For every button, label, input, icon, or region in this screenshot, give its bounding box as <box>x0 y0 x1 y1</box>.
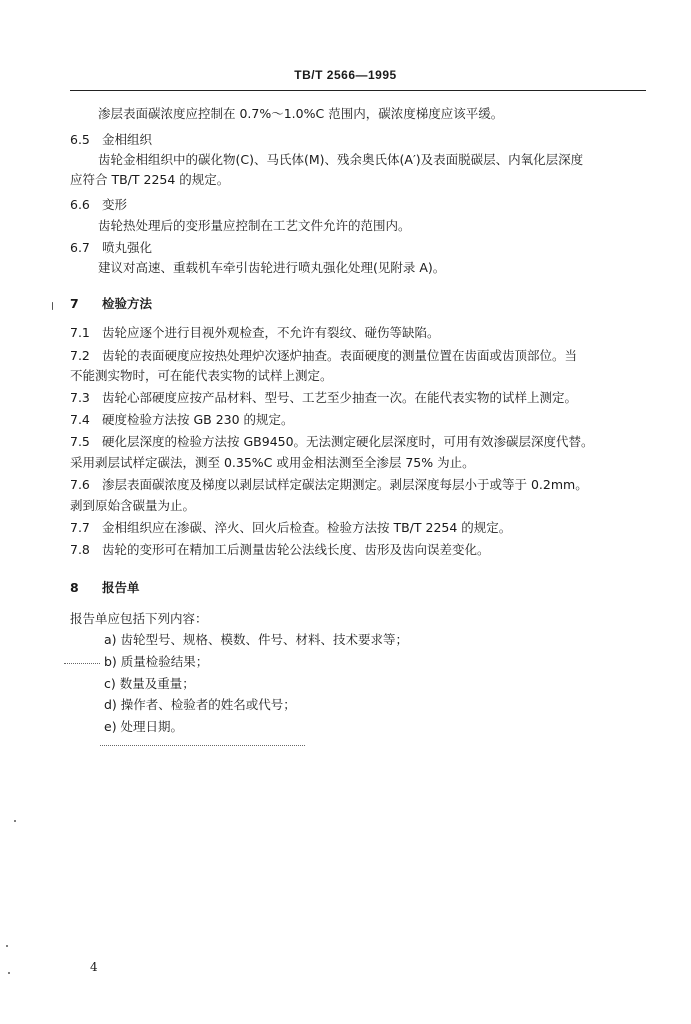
clause-number: 7.4 <box>70 412 90 427</box>
clause-number: 7.5 <box>70 434 90 449</box>
clause-7-6 <box>70 477 588 493</box>
paragraph-line: 剥到原始含碳量为止。 <box>70 498 196 513</box>
section-6-7-heading <box>70 240 152 256</box>
clause-text: 齿轮应逐个进行目视外观检查，不允许有裂纹、碰伤等缺陷。 <box>102 325 440 340</box>
section-number: 8 <box>70 580 79 595</box>
list-item: a) 齿轮型号、规格、模数、件号、材料、技术要求等； <box>104 632 409 647</box>
list-item: e) 处理日期。 <box>104 719 184 734</box>
section-number: 7 <box>70 296 79 311</box>
section-number: 6.7 <box>70 240 90 255</box>
section-8-heading <box>70 580 140 596</box>
clause-number: 7.1 <box>70 325 90 340</box>
clause-number: 7.3 <box>70 390 90 405</box>
paragraph-line: 应符合 TB/T 2254 的规定。 <box>70 172 230 187</box>
list-item: c) 数量及重量； <box>104 676 195 691</box>
list-item: d) 操作者、检验者的姓名或代号； <box>104 697 296 712</box>
page-number: 4 <box>90 960 98 974</box>
scan-artifact <box>52 302 53 310</box>
section-6-5-heading <box>70 132 152 148</box>
clause-7-8 <box>70 542 490 558</box>
header-rule <box>70 90 646 91</box>
clause-text: 金相组织应在渗碳、淬火、回火后检查。检验方法按 TB/T 2254 的规定。 <box>102 520 512 535</box>
section-6-6-heading <box>70 197 127 213</box>
section-number: 6.6 <box>70 197 90 212</box>
scan-artifact <box>8 972 10 974</box>
section-number: 6.5 <box>70 132 90 147</box>
list-item: b) 质量检验结果； <box>104 654 209 669</box>
clause-number: 7.7 <box>70 520 90 535</box>
scan-artifact <box>14 820 16 822</box>
scan-artifact <box>6 945 8 947</box>
clause-7-1 <box>70 325 440 341</box>
report-intro: 报告单应包括下列内容： <box>70 611 208 626</box>
paragraph-line: 建议对高速、重载机车牵引齿轮进行喷丸强化处理(见附录 A)。 <box>98 260 446 275</box>
clause-text: 硬化层深度的检验方法按 GB9450。无法测定硬化层深度时，可用有效渗碳层深度代替。 <box>102 434 594 449</box>
clause-text: 硬度检验方法按 GB 230 的规定。 <box>102 412 294 427</box>
clause-text: 渗层表面碳浓度及梯度以剥层试样定碳法定期测定。剥层深度每层小于或等于 0.2mm。 <box>102 477 588 492</box>
page-header: TB/T 2566—1995 <box>294 68 397 82</box>
clause-7-2 <box>70 348 577 364</box>
clause-number: 7.8 <box>70 542 90 557</box>
clause-number: 7.2 <box>70 348 90 363</box>
section-title: 报告单 <box>102 580 140 595</box>
clause-7-5 <box>70 434 594 450</box>
paragraph-line: 不能测实物时，可在能代表实物的试样上测定。 <box>70 368 333 383</box>
scan-artifact <box>100 745 305 746</box>
clause-7-7 <box>70 520 511 536</box>
paragraph-line: 齿轮热处理后的变形量应控制在工艺文件允许的范围内。 <box>98 218 411 233</box>
clause-7-4 <box>70 412 294 428</box>
section-title: 喷丸强化 <box>102 240 153 255</box>
clause-7-3 <box>70 390 577 406</box>
paragraph-line: 采用剥层试样定碳法，测至 0.35%C 或用金相法测至全渗层 75% 为止。 <box>70 455 475 470</box>
section-title: 金相组织 <box>102 132 153 147</box>
paragraph-line: 齿轮金相组织中的碳化物(C)、马氏体(M)、残余奥氏体(A′)及表面脱碳层、内氧化层深度 <box>98 152 584 167</box>
carbon-concentration-text: 渗层表面碳浓度应控制在 0.7%～1.0%C 范围内，碳浓度梯度应该平缓。 <box>98 106 504 121</box>
section-title: 检验方法 <box>102 296 153 311</box>
clause-text: 齿轮的变形可在精加工后测量齿轮公法线长度、齿形及齿向误差变化。 <box>102 542 490 557</box>
section-7-heading <box>70 296 152 312</box>
clause-text: 齿轮心部硬度应按产品材料、型号、工艺至少抽查一次。在能代表实物的试样上测定。 <box>102 390 578 405</box>
scan-artifact <box>64 663 100 664</box>
clause-text: 齿轮的表面硬度应按热处理炉次逐炉抽查。表面硬度的测量位置在齿面或齿顶部位。当 <box>102 348 578 363</box>
section-title: 变形 <box>102 197 128 212</box>
clause-number: 7.6 <box>70 477 90 492</box>
